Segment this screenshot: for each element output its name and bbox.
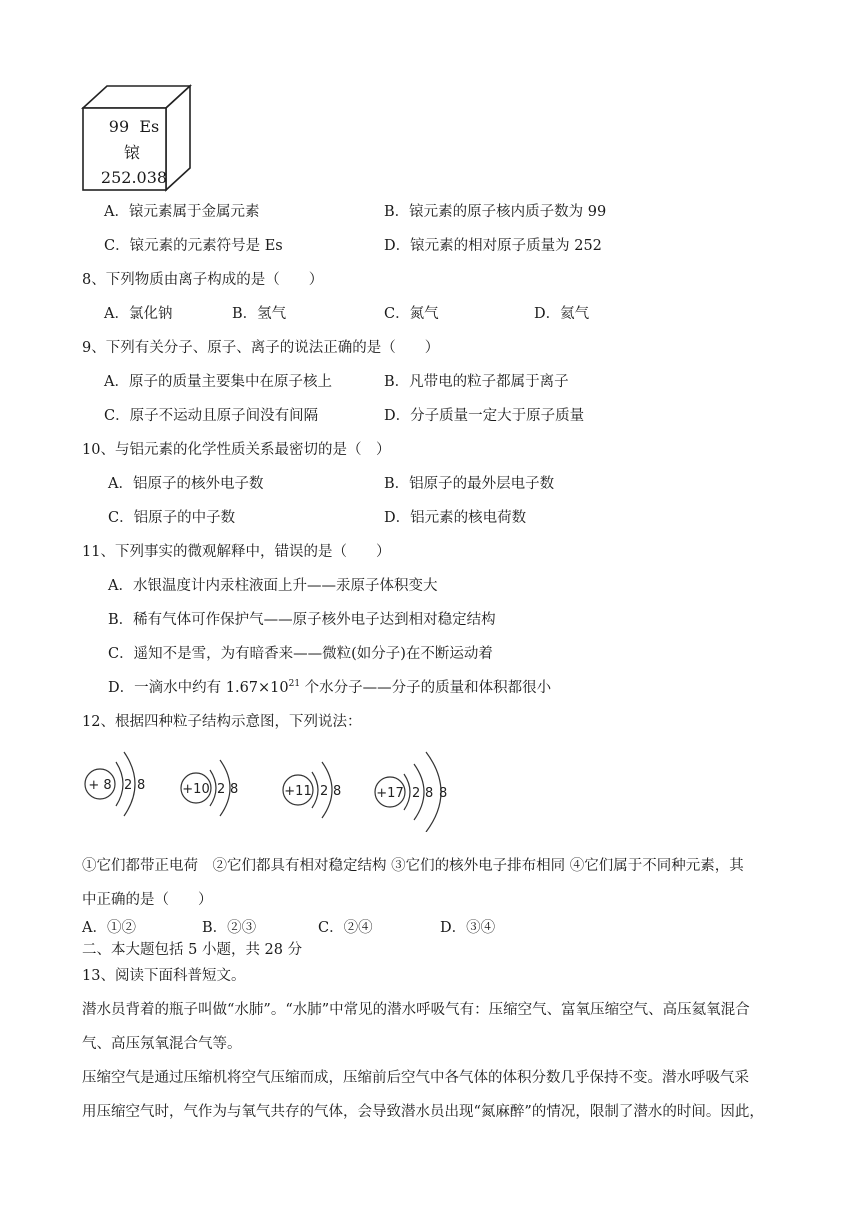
q8-option-b: B．氢气 (232, 306, 287, 322)
q12-option-c: C．②④ (318, 920, 373, 936)
atom4-shell1: 2 (412, 786, 421, 801)
q8-option-c: C．氮气 (384, 306, 439, 322)
atom4-nucleus: +17 (376, 786, 404, 801)
q10-option-a: A．铝原子的核外电子数 (108, 476, 264, 492)
atom4-shell3: 8 (439, 786, 448, 801)
element-name: 锿 (123, 143, 140, 162)
q9-option-c: C．原子不运动且原子间没有间隔 (104, 408, 319, 424)
section2-title: 二、本大题包括 5 小题，共 28 分 (82, 942, 303, 958)
atom1-shell2: 8 (137, 778, 146, 793)
q11-option-d-before: D．一滴水中约有 1.67×10 (108, 680, 289, 696)
q12-option-d: D．③④ (440, 920, 496, 936)
atom2-shell2: 8 (230, 782, 239, 797)
q13-para1-line2: 气、高压氖氧混合气等。 (82, 1036, 242, 1052)
q11-option-c: C．遥知不是雪，为有暗香来——微粒(如分子)在不断运动着 (108, 646, 493, 662)
q7-option-a: A．锿元素属于金属元素 (104, 204, 260, 220)
q9-stem: 9、下列有关分子、原子、离子的说法正确的是（ ） (82, 340, 440, 356)
q8-stem: 8、下列物质由离子构成的是（ ） (82, 272, 324, 288)
q9-option-a: A．原子的质量主要集中在原子核上 (104, 374, 332, 390)
q12-stem: 12、根据四种粒子结构示意图，下列说法： (82, 714, 362, 730)
q13-para2-line1: 压缩空气是通过压缩机将空气压缩而成，压缩前后空气中各气体的体积分数几乎保持不变。潜水呼吸气采 (82, 1070, 749, 1086)
q13-para2-line2: 用压缩空气时，气作为与氧气共存的气体，会导致潜水员出现“氮麻醉”的情况，限制了潜水的时间。因此， (82, 1104, 764, 1120)
q7-option-b: B．锿元素的原子核内质子数为 99 (384, 204, 607, 220)
atom4-shell2: 8 (425, 786, 434, 801)
q11-option-d (108, 678, 551, 698)
atomic-number: 99 (108, 117, 130, 136)
atom3-shell2: 8 (333, 784, 342, 799)
atom1-nucleus: + 8 (88, 778, 112, 793)
atom2-nucleus: +10 (182, 782, 210, 797)
q10-option-b: B．铝原子的最外层电子数 (384, 476, 555, 492)
q8-option-a: A．氯化钠 (104, 306, 173, 322)
q12-statements-line1: ①它们都带正电荷 ②它们都具有相对稳定结构 ③它们的核外电子排布相同 ④它们属于不同种元素，其 (82, 858, 744, 874)
q12-statements-line2: 中正确的是（ ） (82, 892, 213, 908)
q13-para1-line1: 潜水员背着的瓶子叫做“水肺”。“水肺”中常见的潜水呼吸气有：压缩空气、富氧压缩空气、高压氦氧混合 (82, 1002, 750, 1018)
element-symbol: Es (139, 117, 160, 136)
q13-stem: 13、阅读下面科普短文。 (82, 968, 246, 984)
atom3-shell1: 2 (320, 784, 329, 799)
atom1-shell1: 2 (124, 778, 133, 793)
q11-option-b: B．稀有气体可作保护气——原子核外电子达到相对稳定结构 (108, 612, 496, 628)
q12-option-a: A．①② (82, 920, 136, 936)
q11-option-d-after: 个水分子——分子的质量和体积都很小 (300, 680, 552, 696)
q9-option-b: B．凡带电的粒子都属于离子 (384, 374, 569, 390)
q11-stem: 11、下列事实的微观解释中，错误的是（ ） (82, 544, 391, 560)
q11-option-a: A．水银温度计内汞柱液面上升——汞原子体积变大 (108, 578, 438, 594)
q7-option-d: D．锿元素的相对原子质量为 252 (384, 238, 602, 254)
atomic-mass: 252.038 (100, 168, 168, 187)
q9-option-d: D．分子质量一定大于原子质量 (384, 408, 585, 424)
atom3-nucleus: +11 (284, 784, 312, 799)
element-card-header (84, 116, 184, 138)
q7-option-c: C．锿元素的元素符号是 Es (104, 238, 283, 254)
atom-structure-diagrams (80, 742, 460, 832)
q11-option-d-exponent: 21 (288, 679, 301, 690)
q12-option-b: B．②③ (202, 920, 257, 936)
q8-option-d: D．氦气 (534, 306, 590, 322)
q10-stem: 10、与铝元素的化学性质关系最密切的是（ ） (82, 442, 391, 458)
atom2-shell1: 2 (217, 782, 226, 797)
q10-option-c: C．铝原子的中子数 (108, 510, 236, 526)
q10-option-d: D．铝元素的核电荷数 (384, 510, 527, 526)
